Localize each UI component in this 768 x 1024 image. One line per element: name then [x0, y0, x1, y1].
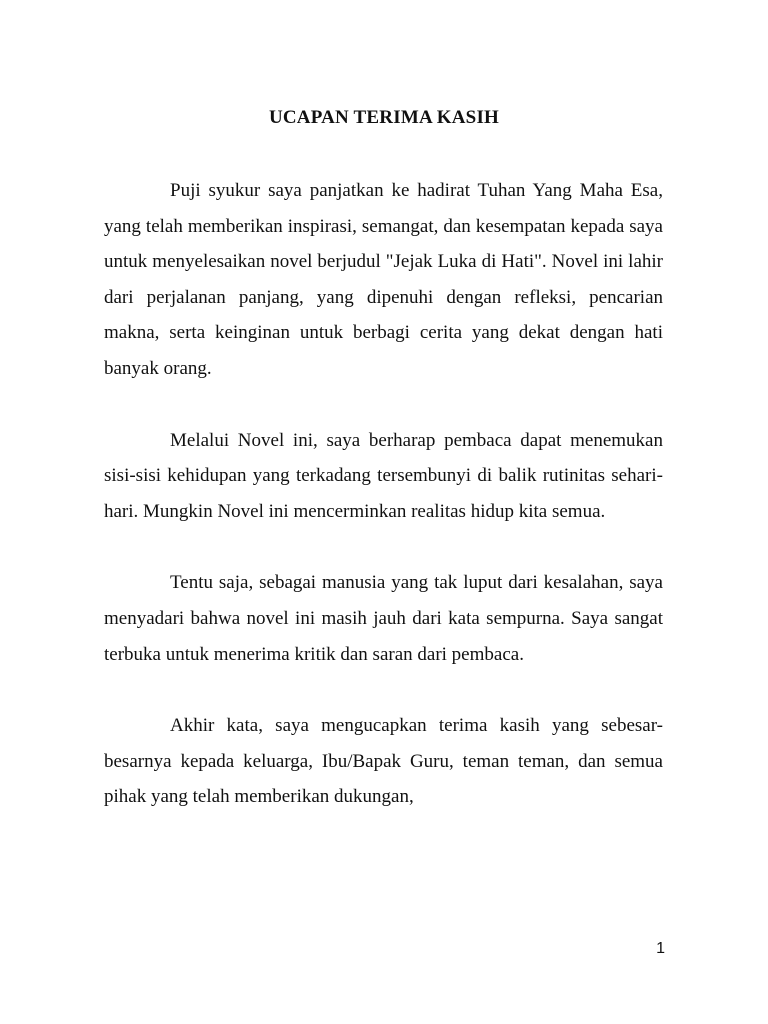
paragraph-2: Melalui Novel ini, saya berharap pembaca dapat menemukan sisi-sisi kehidupan yang terkadang tersembunyi di balik rutinitas sehari-hari. Mungkin Novel ini mencerminkan realitas hidup kita semua.: [104, 429, 663, 522]
paragraph-1: Puji syukur saya panjatkan ke hadirat Tuhan Yang Maha Esa, yang telah memberikan inspirasi, semangat, dan kesempatan kepada saya untuk menyelesaikan novel berjudul "Jejak Luka di Hati". Novel ini lahir dari perjalanan panjang, yang dipenuhi dengan refleksi, pencarian makna, serta keinginan untuk berbagi cerita yang dekat dengan hati banyak orang.: [104, 180, 663, 379]
paragraph-4: Akhir kata, saya mengucapkan terima kasih yang sebesar-besarnya kepada keluarga, Ibu/Bapak Guru, teman teman, dan semua pihak yang telah memberikan dukungan,: [104, 715, 663, 808]
page-title: UCAPAN TERIMA KASIH: [268, 107, 500, 128]
page-number: 1: [656, 940, 665, 957]
paragraph-3: Tentu saja, sebagai manusia yang tak luput dari kesalahan, saya menyadari bahwa novel ini masih jauh dari kata sempurna. Saya sangat terbuka untuk menerima kritik dan saran dari pembaca.: [104, 572, 663, 665]
body-text: [104, 173, 663, 851]
